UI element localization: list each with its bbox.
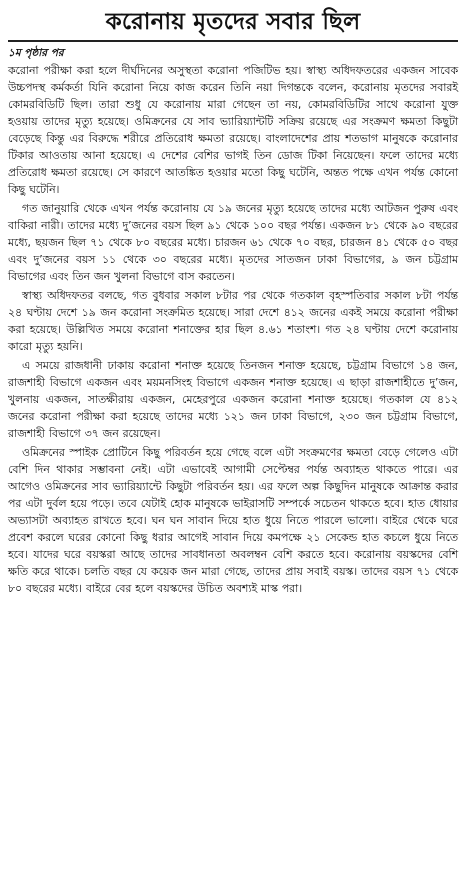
article-body <box>8 62 458 597</box>
continued-from-page-line: ১ম পৃষ্ঠার পর <box>8 47 64 59</box>
paragraph: ওমিক্রনের স্পাইক প্রোটিনে কিছু পরিবর্তন হয়ে গেছে বলে এটা সংক্রমণের ক্ষমতা বেড়ে গেলেও এটা বেশি দিন থাকার সম্ভাবনা নেই। এটা এভাবেই আগামী সেপ্টেম্বর পর্যন্ত অব্যাহত থাকতে পারে। এর আগেও ওমিক্রনের সাব ভ্যারিয়্যান্টে কিছুটা পরিবর্তন হয়। এর ফলে অল্প কিছুদিন মানুষকে আক্রান্ত করার পর এটা দুর্বল হয়ে পড়ে। তবে যেটাই হোক মানুষকে ভাইরাসটি সম্পর্কে সচেতন থাকতে হবে। হাত ধোয়ার অভ্যাসটা অব্যাহত রাখতে হবে। ঘন ঘন সাবান দিয়ে হাত ধুয়ে নিতে পারলে ভালো। বাইরে থেকে ঘরে প্রবেশ করলে ঘরের কোনো কিছু ধরার আগেই সাবান দিয়ে কমপক্ষে ২১ সেকেন্ড হাত কচলে ধুয়ে নিতে হবে। যাদের ঘরে বয়স্করা আছে তাদের সাবধানতা অবলম্বন বেশি করতে হবে। করোনায় বয়স্কদের বেশি ক্ষতি করে থাকে। চলতি বছর যে কয়েক জন মারা গেছে, তাদের প্রায় সবাই বয়স্ক। তাদের বয়স ৭১ থেকে ৮০ বছরের মধ্যে। বাইরে বের হলে বয়স্কদের উচিত অবশ্যই মাস্ক পরা। <box>8 446 458 595</box>
paragraph: স্বাস্থ্য অধিদফতর বলছে, গত বুধবার সকাল ৮টার পর থেকে গতকাল বৃহস্পতিবার সকাল ৮টা পর্যন্ত ২৪ ঘণ্টায় দেশে ১৯ জন করোনা সংক্রমিত হয়েছে। সারা দেশে ৪১২ জনের একই সময়ে করোনা পরীক্ষা করা হয়েছে। উল্লিখিত সময়ে করোনা শনাক্তের হার ছিল ৪.৬১ শতাংশ। গত ২৪ ঘণ্টায় দেশে করোনায় কারো মৃত্যু হয়নি। <box>8 289 458 353</box>
headline-divider <box>8 40 458 42</box>
paragraph: এ সময়ে রাজধানী ঢাকায় করোনা শনাক্ত হয়েছে তিনজন শনাক্ত হয়েছে, চট্টগ্রাম বিভাগে ১৪ জন, রাজশাহী বিভাগে একজন এবং ময়মনসিংহ বিভাগে একজন শনাক্ত হয়েছে। এ ছাড়া রাজশাহীতে দু’জন, খুলনায় একজন, সাতক্ষীরায় একজন, মেহেরপুরে একজন করোনা শনাক্ত হয়েছে। গতকাল যে ৪১২ জনের করোনা পরীক্ষা করা হয়েছে তাদের মধ্যে ১২১ জন ঢাকা বিভাগে, ২৩০ জন চট্টগ্রাম বিভাগে, রাজশাহী বিভাগে ৩৭ জন রয়েছেন। <box>8 359 458 440</box>
paragraph: গত জানুয়ারি থেকে এখন পর্যন্ত করোনায় যে ১৯ জনের মৃত্যু হয়েছে তাদের মধ্যে আটজন পুরুষ এবং বাকিরা নারী। তাদের মধ্যে দু’জনের বয়স ছিল ৯১ থেকে ১০০ বছর পর্যন্ত। একজন ৮১ থেকে ৯০ বছরের মধ্যে, ছয়জন ছিল ৭১ থেকে ৮০ বছরের মধ্যে। চারজন ৬১ থেকে ৭০ বছর, চারজন ৪১ থেকে ৫০ বছর এবং দু’জনের বয়স ১১ থেকে ৩০ বছরের মধ্যে। মৃতদের সাতজন ঢাকা বিভাগের, ৯ জন চট্টগ্রাম বিভাগের এবং তিন জন খুলনা বিভাগে বাস করতেন। <box>8 202 458 283</box>
headline: করোনায় মৃতদের সবার ছিল <box>105 9 361 35</box>
paragraph: করোনা পরীক্ষা করা হলে দীর্ঘদিনের অসুস্থতা করোনা পজিটিভ হয়। স্বাস্থ্য অধিদফতরের একজন সাবেক উচ্চপদস্থ কর্মকর্তা যিনি করোনা নিয়ে কাজ করেন তিনি নয়া দিগন্তকে বলেন, করোনায় মৃতদের সবারই কোমরবিডিটি ছিল। তারা শুধু যে করোনায় মারা গেছেন তা নয়, কোমরবিডিটির সাথে করোনা যুক্ত হওয়ায় তাদের মৃত্যু হয়েছে। ওমিক্রনের যে সাব ভ্যারিয়্যান্টটি সক্রিয় রয়েছে এর সংক্রমণ ক্ষমতা কিছুটা বেড়েছে কিন্তু এর বিরুদ্ধে শরীরে প্রতিরোধ ক্ষমতা রয়েছে। বাংলাদেশের প্রায় শতভাগ মানুষকে করোনার টিকার আওতায় আনা হয়েছে। এ দেশের বেশির ভাগই তিন ডোজ টিকা নিয়েছেন। ফলে তাদের মধ্যে প্রতিরোধ ক্ষমতা রয়েছে। সে কারণে আতঙ্কিত হওয়ার মতো কিছু ঘটেনি, অন্তত পক্ষে এখন পর্যন্ত কোনো কিছু ঘটেনি। <box>8 64 458 196</box>
